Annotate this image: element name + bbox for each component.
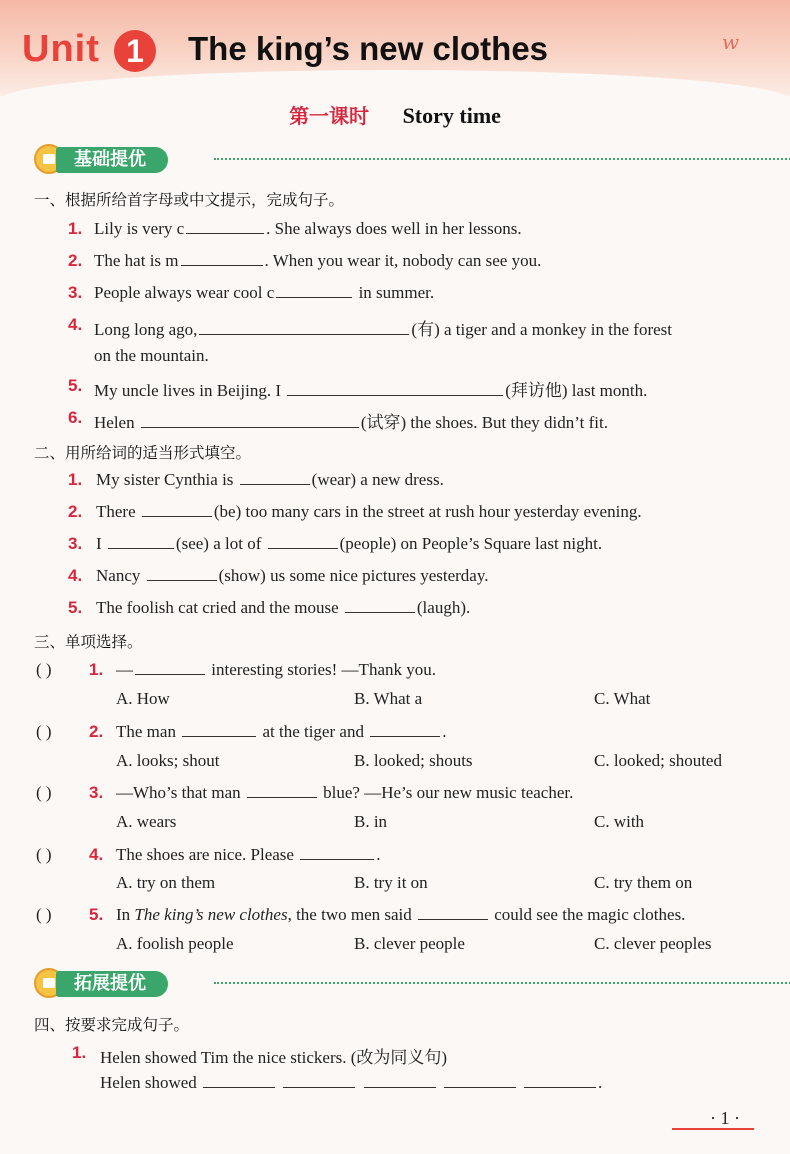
item-number: 5.: [68, 376, 83, 395]
question-line: Lily is very c . She always does well in her lessons.: [94, 219, 522, 238]
item-number: 3.: [68, 534, 83, 553]
question-line: The man at the tiger and .: [116, 722, 447, 741]
answer-blank[interactable]: [182, 722, 256, 737]
section-rule: [214, 982, 790, 984]
answer-blank[interactable]: [142, 502, 212, 517]
answer-blank[interactable]: [141, 413, 359, 428]
page-number: · 1 ·: [710, 1108, 740, 1128]
option-a[interactable]: A. wears: [116, 812, 177, 831]
item-number: 2.: [68, 251, 83, 270]
decorative-letter: w: [722, 30, 740, 54]
question-line: There (be) too many cars in the street at rush hour yesterday evening.: [96, 502, 642, 521]
answer-blank[interactable]: [199, 320, 409, 335]
item-number: 5.: [89, 905, 104, 924]
lesson-title: [0, 100, 790, 129]
question-line: —Who’s that man blue? —He’s our new music teacher.: [116, 783, 574, 802]
answer-blank[interactable]: [418, 905, 488, 920]
section-label-extend: 拓展提优: [56, 971, 168, 997]
question-line: My uncle lives in Beijing. I (拜访他) last month.: [94, 381, 648, 400]
question-line: People always wear cool c in summer.: [94, 283, 435, 302]
unit-number-badge: 1: [114, 30, 156, 72]
option-c[interactable]: C. with: [594, 812, 645, 831]
item-number: 1.: [72, 1043, 87, 1062]
question-line: The hat is m . When you wear it, nobody can see you.: [94, 251, 542, 270]
option-a[interactable]: A. How: [116, 689, 170, 708]
answer-blank[interactable]: [287, 381, 503, 396]
question-line: — interesting stories! —Thank you.: [116, 660, 436, 679]
page-number-underline: [672, 1128, 754, 1130]
option-b[interactable]: B. looked; shouts: [354, 751, 473, 770]
answer-blank[interactable]: [268, 534, 338, 549]
answer-blank[interactable]: [135, 660, 205, 675]
answer-bracket[interactable]: ( ): [36, 905, 52, 924]
item-number: 5.: [68, 598, 83, 617]
question-line: My sister Cynthia is (wear) a new dress.: [96, 470, 444, 489]
item-number: 4.: [89, 845, 104, 864]
part1-title: 一、根据所给首字母或中文提示，完成句子。: [34, 191, 345, 209]
answer-blank[interactable]: [147, 566, 217, 581]
question-line: Helen (试穿) the shoes. But they didn’t fit.: [94, 413, 608, 432]
answer-blank[interactable]: [247, 783, 317, 798]
item-number: 4.: [68, 315, 83, 334]
option-c[interactable]: C. What: [594, 689, 651, 708]
answer-bracket[interactable]: ( ): [36, 845, 52, 864]
answer-blank[interactable]: [186, 219, 264, 234]
section-label-basic: 基础提优: [56, 147, 168, 173]
option-c[interactable]: C. clever peoples: [594, 934, 712, 953]
question-line: I (see) a lot of (people) on People’s Square last night.: [96, 534, 603, 553]
unit-title: The king’s new clothes: [188, 30, 549, 67]
answer-bracket[interactable]: ( ): [36, 783, 52, 802]
answer-blank[interactable]: [345, 598, 415, 613]
answer-blank[interactable]: [108, 534, 174, 549]
answer-blank[interactable]: [181, 251, 263, 266]
item-number: 1.: [89, 660, 104, 679]
option-b[interactable]: B. What a: [354, 689, 423, 708]
question-line-continued: on the mountain.: [94, 346, 209, 365]
section-rule: [214, 158, 790, 160]
item-number: 1.: [68, 219, 83, 238]
item-number: 4.: [68, 566, 83, 585]
answer-blank[interactable]: [364, 1073, 436, 1088]
answer-bracket[interactable]: ( ): [36, 722, 52, 741]
item-number: 1.: [68, 470, 83, 489]
question-line: Nancy (show) us some nice pictures yesterday.: [96, 566, 489, 585]
part2-title: 二、用所给词的适当形式填空。: [34, 444, 252, 462]
part4-title: 四、按要求完成句子。: [34, 1016, 190, 1034]
item-number: 2.: [89, 722, 104, 741]
option-b[interactable]: B. try it on: [354, 873, 428, 892]
item-number: 3.: [89, 783, 104, 802]
answer-line: Helen showed .: [100, 1073, 603, 1092]
answer-bracket[interactable]: ( ): [36, 660, 52, 679]
option-a[interactable]: A. foolish people: [116, 934, 234, 953]
lesson-title-cn: 第一课时: [289, 104, 370, 128]
answer-blank[interactable]: [203, 1073, 275, 1088]
answer-blank[interactable]: [276, 283, 352, 298]
option-a[interactable]: A. try on them: [116, 873, 216, 892]
question-line: The foolish cat cried and the mouse (laugh).: [96, 598, 471, 617]
banner-wave: [0, 70, 790, 100]
option-c[interactable]: C. looked; shouted: [594, 751, 722, 770]
question-line: The shoes are nice. Please .: [116, 845, 381, 864]
answer-blank[interactable]: [240, 470, 310, 485]
option-c[interactable]: C. try them on: [594, 873, 693, 892]
answer-blank[interactable]: [283, 1073, 355, 1088]
option-b[interactable]: B. clever people: [354, 934, 465, 953]
lesson-title-en: Story time: [402, 103, 501, 128]
answer-blank[interactable]: [444, 1073, 516, 1088]
answer-blank[interactable]: [524, 1073, 596, 1088]
question-line: In The king’s new clothes, the two men said could see the magic clothes.: [116, 905, 686, 924]
answer-blank[interactable]: [370, 722, 440, 737]
answer-blank[interactable]: [300, 845, 374, 860]
part3-title: 三、单项选择。: [34, 633, 143, 651]
unit-label: Unit: [22, 28, 100, 70]
question-line: Long long ago, (有) a tiger and a monkey in the forest: [94, 320, 672, 339]
item-number: 2.: [68, 502, 83, 521]
option-b[interactable]: B. in: [354, 812, 388, 831]
item-number: 3.: [68, 283, 83, 302]
option-a[interactable]: A. looks; shout: [116, 751, 220, 770]
item-number: 6.: [68, 408, 83, 427]
question-line: Helen showed Tim the nice stickers. (改为同义句): [100, 1048, 448, 1067]
